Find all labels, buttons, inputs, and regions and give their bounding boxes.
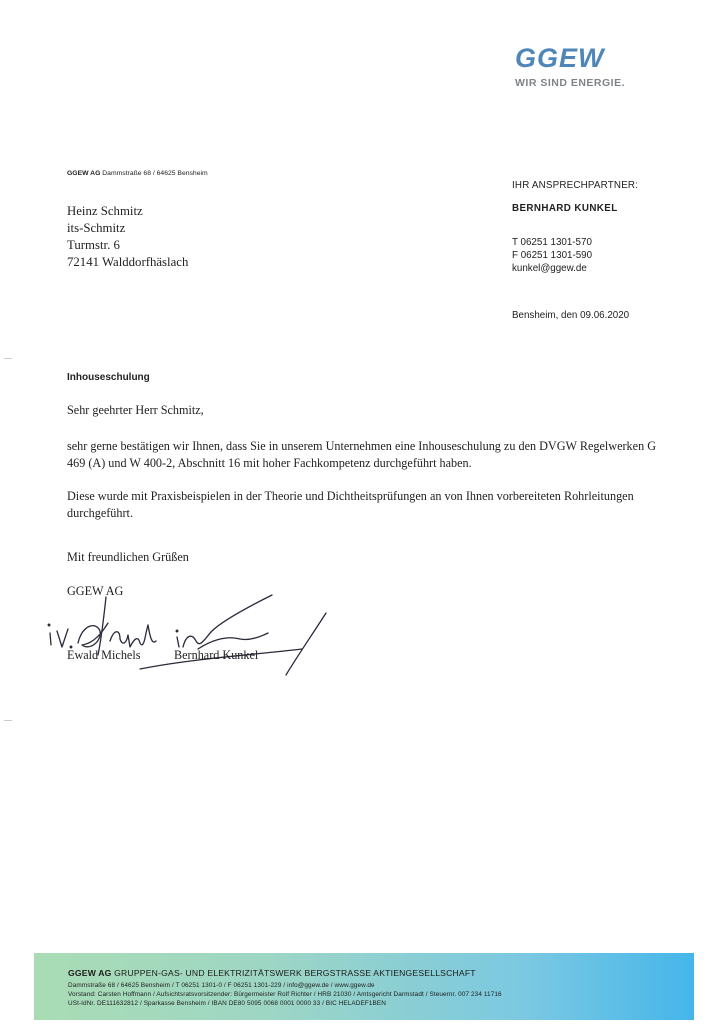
contact-email: kunkel@ggew.de	[512, 263, 587, 274]
scan-mark	[4, 720, 12, 721]
recipient-city: 72141 Walddorfhäslach	[67, 255, 189, 269]
letter-paragraph-2: Diese wurde mit Praxisbeispielen in der Theorie und Dichtheitsprüfungen an von Ihnen vorbereiteten Rohrleitungen durchgeführt.	[67, 489, 634, 520]
handwritten-signatures	[40, 585, 360, 685]
letter-salutation: Sehr geehrter Herr Schmitz,	[67, 403, 204, 417]
recipient-address	[67, 203, 188, 271]
signer-name-1: Ewald Michels	[67, 648, 141, 662]
recipient-company: its-Schmitz	[67, 221, 126, 235]
recipient-street: Turmstr. 6	[67, 238, 120, 252]
scan-mark	[4, 358, 12, 359]
letter-date: Bensheim, den 09.06.2020	[512, 310, 630, 321]
footer-bank-line: USt-IdNr. DE111632812 / Sparkasse Bensheim / IBAN DE80 5095 0068 0001 0000 33 / BIC HELADEF1BEN	[68, 1000, 386, 1007]
recipient-name: Heinz Schmitz	[67, 204, 143, 218]
footer-address-line: Dammstraße 68 / 64625 Bensheim / T 06251 1301-0 / F 06251 1301-229 / info@ggew.de / www.ggew.de	[68, 982, 375, 989]
sender-line	[67, 170, 208, 177]
company-logo	[515, 45, 655, 89]
footer-title	[68, 968, 502, 978]
letter-company: GGEW AG	[67, 584, 124, 598]
letter-subject: Inhouseschulung	[67, 372, 150, 383]
contact-label: IHR ANSPRECHPARTNER:	[512, 180, 639, 191]
footer-company-name: GRUPPEN-GAS- UND ELEKTRIZITÄTSWERK BERGSTRASSE AKTIENGESELLSCHAFT	[114, 968, 476, 978]
contact-fax: F 06251 1301-590	[512, 250, 593, 261]
logo-wordmark: GGEW	[515, 43, 605, 73]
footer-board-line: Vorstand: Carsten Hoffmann / Aufsichtsratsvorsitzender: Bürgermeister Rolf Richter / HRB 21030 / Amtsgericht Darmstadt / Steuernr. 007 234 11716	[68, 991, 502, 998]
contact-block	[512, 180, 638, 275]
logo-tagline: WIR SIND ENERGIE.	[515, 77, 626, 89]
letter-paragraph-1: sehr gerne bestätigen wir Ihnen, dass Sie in unserem Unternehmen eine Inhouseschulung zu den DVGW Regelwerken G 469 (A) und W 400-2, Abschnitt 16 mit hoher Fachkompetenz durchgeführt haben.	[67, 439, 657, 470]
contact-name: BERNHARD KUNKEL	[512, 203, 618, 214]
letter-closing: Mit freundlichen Grüßen	[67, 550, 189, 564]
footer-band	[34, 953, 694, 1020]
contact-phone: T 06251 1301-570	[512, 237, 592, 248]
signer-name-2: Bernhard Kunkel	[174, 648, 259, 662]
footer-company-short: GGEW AG	[68, 968, 112, 978]
sender-address: Dammstraße 68 / 64625 Bensheim	[102, 170, 208, 177]
sender-company: GGEW AG	[67, 170, 101, 177]
